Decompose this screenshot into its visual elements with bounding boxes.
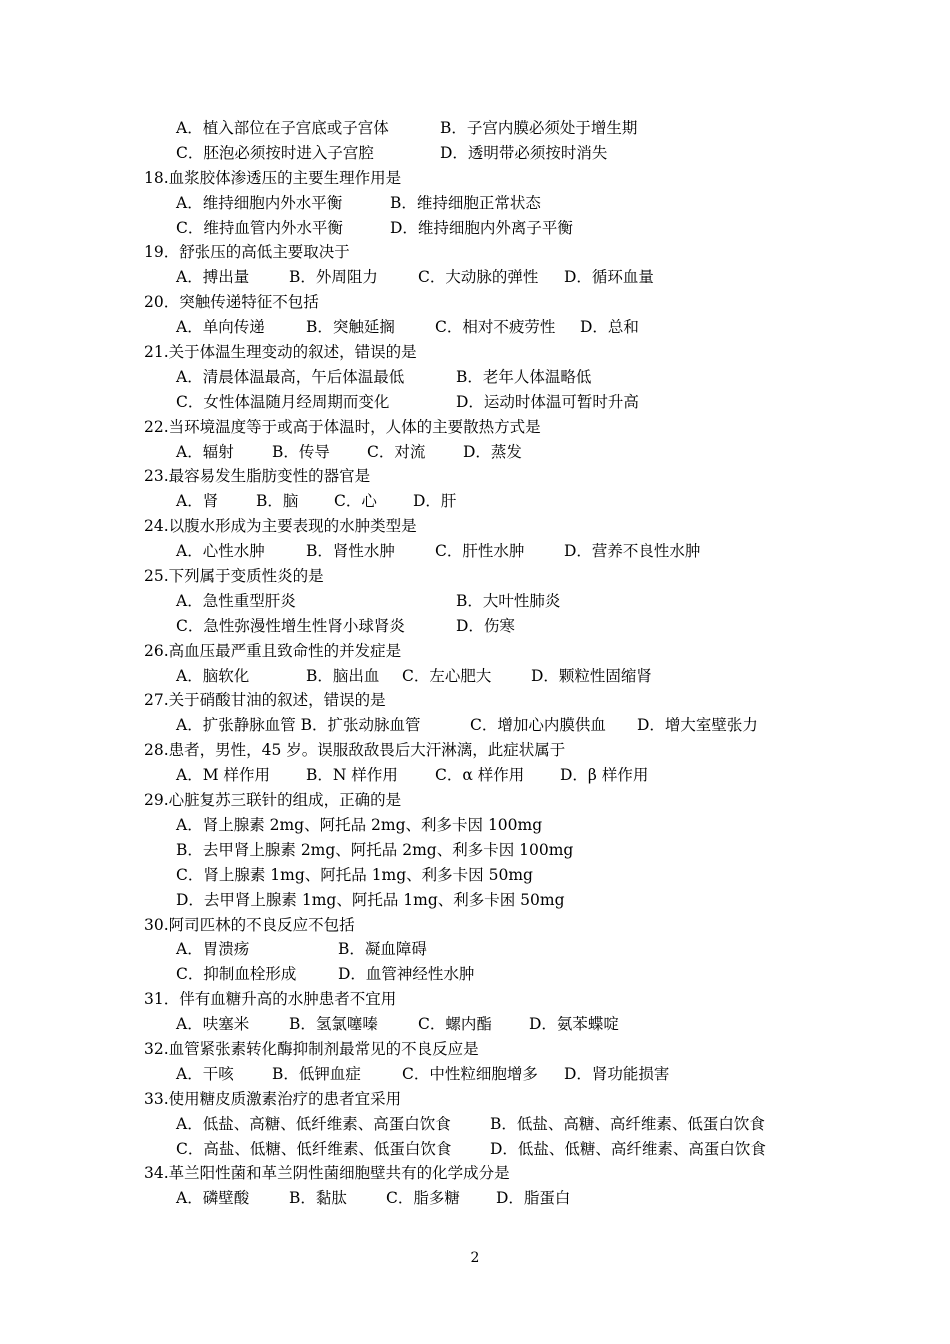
answer-option: D．颗粒性固缩肾 [531, 666, 652, 685]
option-row [0, 863, 950, 888]
answer-option: B．凝血障碍 [338, 940, 427, 959]
answer-option: B．老年人体温略低 [456, 367, 592, 386]
answer-option: B．传导 [272, 442, 330, 461]
question-stem: 28.患者，男性，45 岁。误服敌敌畏后大汗淋漓，此症状属于 [144, 741, 566, 760]
question-stem: 29.心脏复苏三联针的组成，正确的是 [144, 791, 402, 810]
answer-option: A．胃溃疡 [176, 940, 250, 959]
question-stem: 23.最容易发生脂肪变性的器官是 [144, 467, 371, 486]
option-row [0, 713, 950, 738]
answer-option: C．α 样作用 [435, 766, 525, 785]
answer-option: C．女性体温随月经周期而变化 [176, 392, 390, 411]
answer-option: A．脑软化 [176, 666, 250, 685]
question-stem: 21.关于体温生理变动的叙述，错误的是 [144, 343, 417, 362]
answer-option: C．增加心内膜供血 [470, 716, 606, 735]
option-row [0, 440, 950, 465]
answer-option: B．去甲肾上腺素 2mg、阿托品 2mg、利多卡因 100mg [176, 840, 574, 859]
option-row [0, 216, 950, 241]
option-row [0, 763, 950, 788]
question-list [0, 116, 950, 1211]
option-row [0, 813, 950, 838]
option-row [0, 962, 950, 987]
option-row [0, 1137, 950, 1162]
answer-option: C．大动脉的弹性 [418, 268, 539, 287]
answer-option: B．低盐、高糖、高纤维素、低蛋白饮食 [490, 1114, 765, 1133]
answer-option: A．搏出量 [176, 268, 250, 287]
answer-option: C．相对不疲劳性 [435, 318, 556, 337]
option-row [0, 589, 950, 614]
question-stem: 34.革兰阳性菌和革兰阴性菌细胞壁共有的化学成分是 [144, 1164, 510, 1183]
option-row [0, 1062, 950, 1087]
answer-option: D．脂蛋白 [496, 1189, 571, 1208]
answer-option: C．高盐、低糖、低纤维素、低蛋白饮食 [176, 1139, 452, 1158]
answer-option: A．扩张静脉血管 B．扩张动脉血管 [176, 716, 421, 735]
answer-option: D．透明带必须按时消失 [440, 143, 608, 162]
answer-option: D．增大室壁张力 [637, 716, 758, 735]
answer-option: D．氨苯蝶啶 [529, 1015, 619, 1034]
option-row [0, 888, 950, 913]
answer-option: A．肾上腺素 2mg、阿托品 2mg、利多卡因 100mg [176, 815, 543, 834]
answer-option: B．氢氯噻嗪 [289, 1015, 378, 1034]
option-row [0, 1012, 950, 1037]
question-stem: 26.高血压最严重且致命性的并发症是 [144, 641, 402, 660]
answer-option: C．胚泡必须按时进入子宫腔 [176, 143, 374, 162]
option-row [0, 489, 950, 514]
answer-option: C．抑制血栓形成 [176, 965, 297, 984]
answer-option: D．总和 [580, 318, 639, 337]
question-stem: 30.阿司匹林的不良反应不包括 [144, 915, 355, 934]
option-row [0, 365, 950, 390]
option-row [0, 614, 950, 639]
answer-option: A．单向传递 [176, 318, 265, 337]
answer-option: D．维持细胞内外离子平衡 [390, 218, 573, 237]
answer-option: B．低钾血症 [272, 1064, 361, 1083]
answer-option: B．突触延搁 [306, 318, 395, 337]
answer-option: A．低盐、高糖、低纤维素、高蛋白饮食 [176, 1114, 451, 1133]
answer-option: A．M 样作用 [176, 766, 270, 785]
answer-option: A．磷壁酸 [176, 1189, 250, 1208]
option-row [0, 390, 950, 415]
question-stem: 27.关于硝酸甘油的叙述，错误的是 [144, 691, 386, 710]
option-row [0, 664, 950, 689]
answer-option: D．营养不良性水肿 [564, 542, 701, 561]
answer-option: C．心 [334, 492, 377, 511]
answer-option: A．肾 [176, 492, 219, 511]
answer-option: A．植入部位在子宫底或子宫体 [176, 119, 389, 137]
answer-option: C．维持血管内外水平衡 [176, 218, 343, 237]
option-row [0, 191, 950, 216]
answer-option: D．循环血量 [564, 268, 654, 287]
answer-option: B．N 样作用 [306, 766, 398, 785]
option-row [0, 539, 950, 564]
answer-option: A．干咳 [176, 1064, 234, 1083]
answer-option: C．对流 [367, 442, 426, 461]
answer-option: A．清晨体温最高，午后体温最低 [176, 367, 405, 386]
answer-option: C．急性弥漫性增生性肾小球肾炎 [176, 616, 405, 635]
answer-option: C．左心肥大 [402, 666, 492, 685]
answer-option: D．血管神经性水肿 [338, 965, 475, 984]
answer-option: C．肾上腺素 1mg、阿托品 1mg、利多卡因 50mg [176, 865, 533, 884]
answer-option: D．伤寒 [456, 616, 515, 635]
question-stem: 25.下列属于变质性炎的是 [144, 567, 324, 586]
answer-option: D．肝 [413, 492, 457, 511]
answer-option: B．外周阻力 [289, 268, 378, 287]
answer-option: A．辐射 [176, 442, 234, 461]
question-stem: 33.使用糖皮质激素治疗的患者宜采用 [144, 1089, 402, 1108]
question-stem: 22.当环境温度等于或高于体温时，人体的主要散热方式是 [144, 417, 541, 436]
option-row [0, 141, 950, 166]
answer-option: B．维持细胞正常状态 [390, 193, 541, 212]
answer-option: B．脑出血 [306, 666, 380, 685]
question-stem: 19．舒张压的高低主要取决于 [144, 243, 350, 262]
page-number: 2 [470, 1250, 480, 1266]
answer-option: D．肾功能损害 [564, 1064, 670, 1083]
answer-option: A．急性重型肝炎 [176, 591, 296, 610]
option-row [0, 937, 950, 962]
answer-option: B．肾性水肿 [306, 542, 395, 561]
answer-option: C．脂多糖 [386, 1189, 460, 1208]
question-stem: 24.以腹水形成为主要表现的水肿类型是 [144, 517, 417, 536]
option-row [0, 265, 950, 290]
option-row [0, 838, 950, 863]
question-stem: 32.血管紧张素转化酶抑制剂最常见的不良反应是 [144, 1039, 479, 1058]
answer-option: D．低盐、低糖、高纤维素、高蛋白饮食 [490, 1139, 766, 1158]
question-stem: 20．突触传递特征不包括 [144, 293, 319, 312]
answer-option: D．运动时体温可暂时升高 [456, 392, 639, 411]
answer-option: D．蒸发 [463, 442, 522, 461]
answer-option: D．β 样作用 [560, 766, 649, 785]
option-row [0, 315, 950, 340]
answer-option: B．脑 [256, 492, 299, 511]
answer-option: C．螺内酯 [418, 1015, 492, 1034]
question-stem: 18.血浆胶体渗透压的主要生理作用是 [144, 168, 402, 187]
option-row [0, 116, 950, 141]
option-row [0, 1186, 950, 1211]
answer-option: A．维持细胞内外水平衡 [176, 193, 343, 212]
answer-option: B．大叶性肺炎 [456, 591, 561, 610]
answer-option: B．黏肽 [289, 1189, 347, 1208]
question-stem: 31．伴有血糖升高的水肿患者不宜用 [144, 990, 397, 1009]
answer-option: D．去甲肾上腺素 1mg、阿托品 1mg、利多卡困 50mg [176, 890, 565, 909]
option-row [0, 1112, 950, 1137]
answer-option: A．心性水肿 [176, 542, 265, 561]
answer-option: C．中性粒细胞增多 [402, 1064, 538, 1083]
answer-option: B．子宫内膜必须处于增生期 [440, 119, 638, 137]
answer-option: A．呋塞米 [176, 1015, 250, 1034]
answer-option: C．肝性水肿 [435, 542, 525, 561]
